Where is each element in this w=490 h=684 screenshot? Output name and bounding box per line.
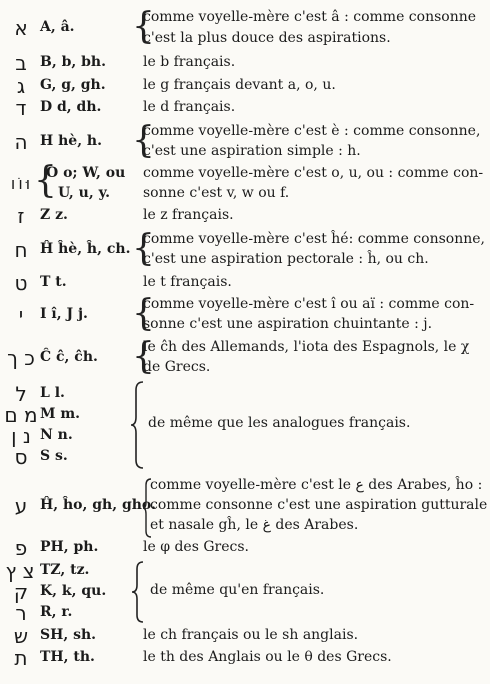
transliteration: TH, th.: [40, 649, 95, 665]
description-line: sonne c'est v, w ou f.: [143, 185, 290, 201]
transliteration: U, u, y.: [58, 185, 111, 201]
brace-icon: {: [132, 336, 155, 377]
brace-icon: {: [34, 160, 57, 201]
description-line: le d français.: [143, 99, 236, 115]
description-line: le t français.: [143, 274, 232, 290]
description-line: c'est une aspiration simple : h.: [143, 143, 361, 159]
transliteration: Ĥ, ĥo, gh, gho.: [40, 497, 156, 513]
transliteration: B, b, bh.: [40, 54, 106, 70]
description-line: le b français.: [143, 54, 236, 70]
transliteration: M m.: [40, 406, 81, 422]
hebrew-letter: וּ וֹ ו: [10, 174, 30, 193]
brace-icon: [130, 380, 146, 470]
description-line: comme voyelle-mère c'est ĥé: comme consonne,: [143, 231, 485, 247]
hebrew-letter: ת: [14, 646, 28, 670]
transliteration: Z z.: [40, 207, 68, 223]
hebrew-letter: ב: [15, 51, 27, 75]
description-line: de Grecs.: [143, 359, 211, 375]
transliteration: SH, sh.: [40, 627, 97, 643]
description-line: et nasale gĥ, le غ des Arabes.: [150, 517, 359, 533]
hebrew-letter: ה: [14, 130, 28, 154]
description-line: comme voyelle-mère c'est o, u, ou : comme con-: [143, 165, 484, 181]
hebrew-letter: ק: [13, 580, 29, 604]
transliteration: TZ, tz.: [40, 562, 90, 578]
brace-icon: {: [132, 120, 155, 161]
hebrew-letter: מ ם: [4, 403, 38, 427]
description-line: le ĉh des Allemands, l'iota des Espagnols, le χ: [143, 339, 470, 355]
transliteration: S s.: [40, 448, 68, 464]
transliteration: K, k, qu.: [40, 583, 107, 599]
description-line: comme voyelle-mère c'est le ع des Arabes, ĥo :: [150, 477, 483, 493]
hebrew-letter: צ ץ: [5, 559, 35, 583]
hebrew-letter: ר: [15, 601, 27, 625]
description-line: comme voyelle-mère c'est î ou aï : comme con-: [143, 296, 475, 312]
transliteration: A, â.: [40, 19, 75, 35]
hebrew-letter: ע: [14, 494, 28, 518]
description-line: comme consonne c'est une aspiration gutturale: [150, 497, 488, 513]
brace-icon: {: [132, 293, 155, 334]
description-line: le φ des Grecs.: [143, 539, 249, 555]
transliteration: N n.: [40, 427, 73, 443]
hebrew-letter: כ ך: [7, 346, 35, 370]
brace-icon: {: [132, 228, 155, 269]
hebrew-letter: פ: [14, 536, 28, 560]
transliteration: I î, J j.: [40, 306, 88, 322]
brace-icon: {: [132, 6, 155, 47]
transliteration: Ĥ ĥè, ĥ, ch.: [40, 241, 131, 257]
hebrew-letter: ס: [14, 445, 28, 469]
hebrew-letter: ט: [14, 271, 28, 295]
hebrew-letter: ג: [16, 74, 26, 98]
description-line: sonne c'est une aspiration chuintante : j.: [143, 316, 433, 332]
hebrew-letter: י: [18, 303, 24, 327]
description-line: le z français.: [143, 207, 234, 223]
transliteration: O o; W, ou: [46, 165, 126, 181]
hebrew-letter: נ ן: [11, 424, 31, 448]
hebrew-letter: א: [14, 16, 28, 40]
transliteration: R, r.: [40, 604, 73, 620]
description-line: le g français devant a, o, u.: [143, 77, 336, 93]
transliteration: H hè, h.: [40, 133, 102, 149]
transliteration: G, g, gh.: [40, 77, 106, 93]
brace-icon: [131, 560, 145, 624]
hebrew-letter: ש: [13, 624, 29, 648]
group-description: de même que les analogues français.: [148, 415, 411, 431]
group-description: de même qu'en français.: [150, 582, 325, 598]
description-line: comme voyelle-mère c'est è : comme consonne,: [143, 123, 481, 139]
description-line: c'est une aspiration pectorale : ĥ, ou ch.: [143, 251, 429, 267]
description-line: comme voyelle-mère c'est â : comme consonne: [143, 9, 477, 25]
hebrew-letter: ח: [14, 238, 28, 262]
transliteration: L l.: [40, 385, 65, 401]
transliteration: PH, ph.: [40, 539, 99, 555]
description-line: le th des Anglais ou le θ des Grecs.: [143, 649, 392, 665]
hebrew-letter: ל: [15, 382, 27, 406]
description-line: le ch français ou le sh anglais.: [143, 627, 359, 643]
transliteration: D d, dh.: [40, 99, 102, 115]
transliteration: T t.: [40, 274, 67, 290]
hebrew-letter: ז: [17, 204, 25, 228]
transliteration: Ĉ ĉ, ĉh.: [40, 349, 98, 365]
description-line: c'est la plus douce des aspirations.: [143, 30, 391, 46]
hebrew-letter: ד: [15, 96, 27, 120]
